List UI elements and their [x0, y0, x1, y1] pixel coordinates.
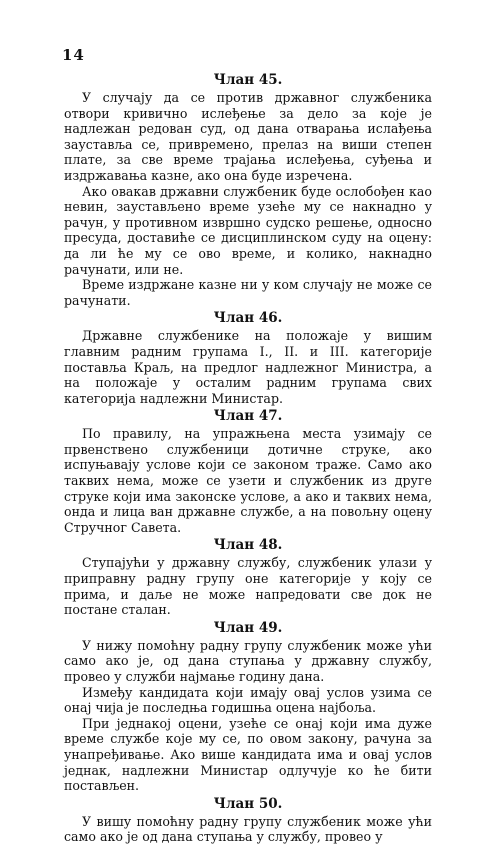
article-paragraph: Време издржане казне ни у ком случају не може се рачунати. — [64, 277, 432, 308]
article-paragraph: По правилу, на упражњена места узимају се првенствено службеници дотичне струке, ако испуњавају услове који се законом траже. Само ако таквих нема, може се узети и службеник из друге струке који има законске услове, а ако и таквих нема, онда и лица ван државне службе, а на повољну оцену Стручног Савета. — [64, 426, 432, 535]
article-heading: Члан 48. — [213, 537, 283, 554]
article-heading: Члан 50. — [213, 795, 283, 812]
article-heading: Члан 46. — [213, 310, 283, 327]
page-number: 14 — [62, 46, 85, 64]
article-paragraph: У нижу помоћну радну групу службеник може ући само ако је, од дана ступања у државну службу, провео у служби најмање годину дана. — [64, 637, 432, 684]
article-heading: Члан 45. — [213, 72, 283, 88]
article-heading: Члан 49. — [213, 619, 283, 636]
article-paragraph: Ако овакав државни службеник буде ослобођен као невин, заустављено време узеће му се накнадно у рачун, у противном извршно судско решење, односно пресуда, доставиће се дисциплинском суду на оцену: да ли ће му се ово време, и колико, накнадно рачунати, или не. — [64, 183, 432, 277]
article-paragraph: При једнакој оцени, узеће се онај који има дуже време службе које му се, по овом закону, рачуна за унапређивање. Ако више кандидата има и овај услов једнак, надлежни Министар одлучује ко ће бити постављен. — [64, 715, 432, 794]
article-paragraph: У случају да се против државног службеника отвори кривично ислеђење за дело за које је надлежан редован суд, од дана отварања ислађења заустављa се, привремено, прелаз на виши степен плате, за све време трајања ислеђења, суђења и издржавања казне, ако она буде изречена. — [64, 90, 432, 183]
article-paragraph: Државне службенике на положаје у вишим главним радним групама I., II. и III. категорије поставља Краљ, на предлог надлежног Министра, а на положаје у осталим радним групама свих категорија надлежни Министар. — [64, 328, 432, 406]
article-paragraph: Између кандидата који имају овај услов узима се онај чија је последња годишња оцена најбоља. — [64, 684, 432, 716]
article-paragraph: Ступајући у државну службу, службеник улази у приправну радну групу оне категорије у коју се прима, и даље не може напредовати све док не постане сталан. — [64, 555, 432, 618]
article-paragraph: У вишу помоћну радну групу службеник може ући само ако је од дана ступања у службу, провео у — [64, 813, 432, 845]
page-body — [64, 70, 432, 845]
article-heading: Члан 47. — [213, 408, 283, 425]
